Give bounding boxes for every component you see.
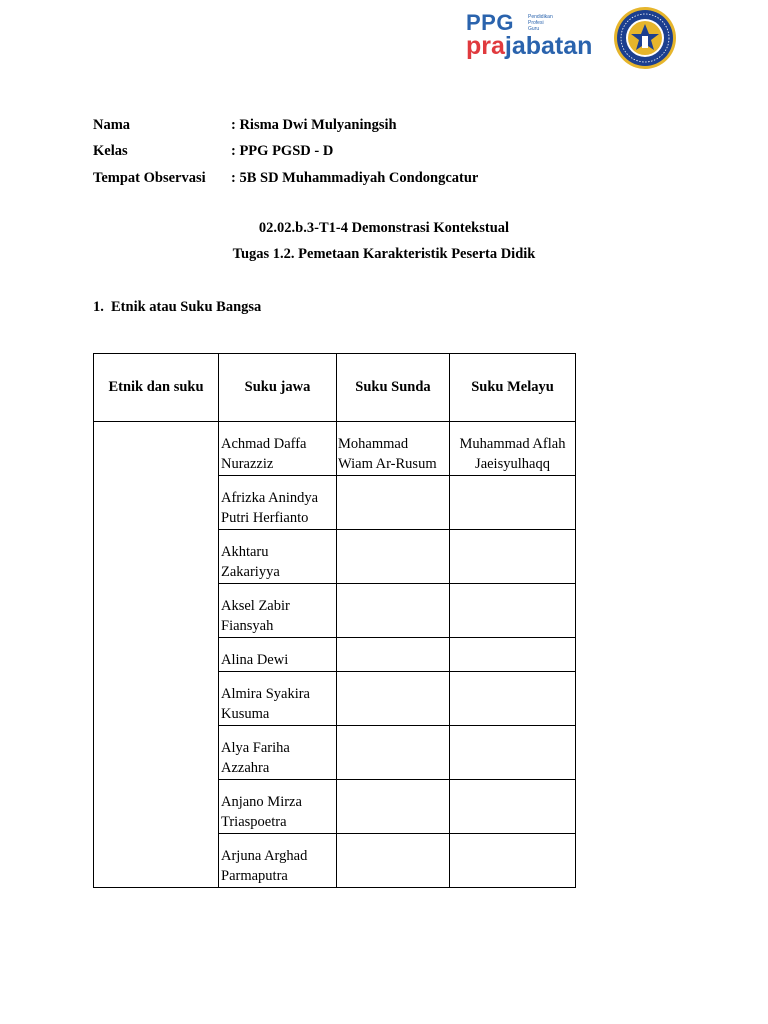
name-line: Achmad Daffa: [221, 436, 307, 452]
cell-melayu: [450, 422, 576, 476]
name-line: Mohammad: [338, 436, 409, 452]
cell-sunda: [337, 530, 450, 584]
cell-jawa: [219, 834, 337, 888]
cell-melayu: [450, 638, 576, 672]
name-line: Nurazziz: [221, 456, 274, 472]
section-title: Etnik atau Suku Bangsa: [111, 299, 262, 315]
logo-prajabatan-text: [466, 32, 592, 61]
cell-melayu: [450, 780, 576, 834]
tempat-value: : 5B SD Muhammadiyah Condongcatur: [231, 169, 479, 186]
name-line: Afrizka Anindya: [221, 490, 319, 506]
cell-melayu: [450, 834, 576, 888]
cell-sunda: [337, 834, 450, 888]
kelas-label: Kelas: [93, 143, 128, 160]
header-melayu: Suku Melayu: [450, 354, 576, 422]
identity-block: [93, 112, 478, 192]
table-header-row: [94, 354, 576, 422]
name-line: Anjano Mirza: [221, 794, 302, 810]
logo-sub-line: Pendidikan: [528, 14, 553, 20]
document-title: 02.02.b.3-T1-4 Demonstrasi Kontekstual: [258, 220, 510, 236]
name-line: Almira Syakira: [221, 686, 310, 702]
logo-sub-line: Guru: [528, 26, 540, 32]
cell-sunda: [337, 584, 450, 638]
cell-jawa: [219, 638, 337, 672]
logo-ppg-text: PPG: [466, 10, 514, 35]
logo-prajabatan-part: pra: [466, 32, 505, 60]
name-line: Fiansyah: [221, 618, 274, 634]
cell-jawa: [219, 584, 337, 638]
section-heading: [93, 299, 261, 316]
section-number: 1.: [93, 299, 104, 315]
name-line: Kusuma: [221, 706, 270, 722]
logo-sub-line: Profesi: [528, 20, 544, 26]
name-line: Parmaputra: [221, 868, 288, 884]
cell-sunda: [337, 476, 450, 530]
cell-jawa: [219, 672, 337, 726]
cell-melayu: [450, 726, 576, 780]
cell-sunda: [337, 638, 450, 672]
cell-sunda: [337, 672, 450, 726]
name-line: Azzahra: [221, 760, 270, 776]
kelas-value: : PPG PGSD - D: [231, 143, 334, 160]
etnik-merged-cell: [94, 422, 219, 888]
name-line: Triaspoetra: [221, 814, 287, 830]
logo-ppg-subtext: [528, 14, 568, 32]
name-line: Alina Dewi: [221, 652, 289, 668]
name-line: Muhammad Aflah: [459, 436, 566, 452]
cell-sunda: [337, 726, 450, 780]
cell-jawa: [219, 726, 337, 780]
table-row: [94, 422, 576, 476]
cell-melayu: [450, 672, 576, 726]
nama-label: Nama: [93, 116, 131, 133]
cell-sunda: [337, 422, 450, 476]
header-etnik: Etnik dan suku: [94, 354, 219, 422]
ppg-prajabatan-logo: [466, 10, 606, 66]
name-line: Arjuna Arghad: [221, 848, 308, 864]
header-jawa: Suku jawa: [219, 354, 337, 422]
document-subtitle: Tugas 1.2. Pemetaan Karakteristik Peserta Didik: [232, 246, 536, 262]
name-line: Zakariyya: [221, 564, 280, 580]
cell-melayu: [450, 530, 576, 584]
identity-row-tempat: [93, 165, 478, 192]
name-line: Jaeisyulhaqq: [475, 456, 550, 472]
cell-melayu: [450, 584, 576, 638]
header-sunda: Suku Sunda: [337, 354, 450, 422]
name-line: Akhtaru: [221, 544, 269, 560]
name-line: Wiam Ar-Rusum: [338, 456, 437, 472]
identity-row-nama: [93, 112, 478, 139]
cell-melayu: [450, 476, 576, 530]
name-line: Aksel Zabir: [221, 598, 290, 614]
ethnicity-table: [93, 353, 576, 888]
cell-jawa: [219, 476, 337, 530]
university-seal-icon: [613, 6, 677, 70]
cell-jawa: [219, 422, 337, 476]
identity-row-kelas: [93, 139, 478, 166]
cell-sunda: [337, 780, 450, 834]
tempat-label: Tempat Observasi: [93, 169, 206, 186]
logo-prajabatan-part: jabatan: [504, 32, 593, 60]
nama-value: : Risma Dwi Mulyaningsih: [231, 116, 397, 133]
cell-jawa: [219, 780, 337, 834]
name-line: Putri Herfianto: [221, 510, 309, 526]
name-line: Alya Fariha: [221, 740, 290, 756]
cell-jawa: [219, 530, 337, 584]
